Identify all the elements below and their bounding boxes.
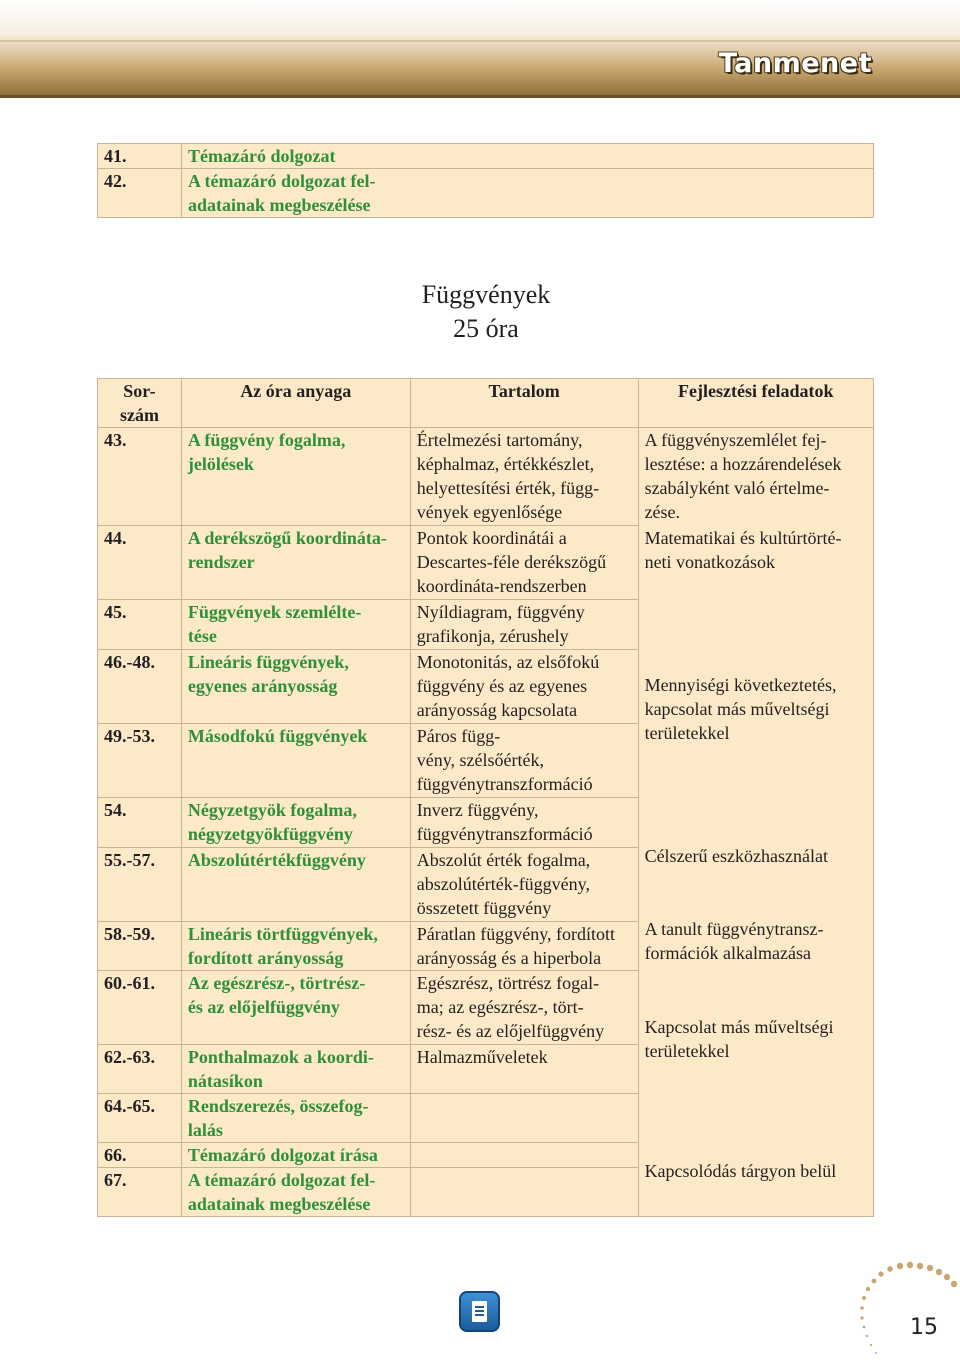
section-title: Függvények (421, 280, 551, 309)
lesson-topic: Abszolútértékfüggvény (181, 848, 410, 922)
lesson-content: Nyíldiagram, függvény grafikonja, zérushely (410, 600, 638, 650)
lesson-content: Értelmezési tartomány, képhalmaz, értékkészlet, helyettesítési érték, függ- vények egyenlősége (410, 428, 638, 526)
column-header-development: Fejlesztési feladatok (638, 379, 873, 428)
lesson-topic: Az egészrész-, törtrész- és az előjelfüggvény (181, 971, 410, 1045)
lesson-number: 45. (98, 600, 182, 650)
lesson-topic: A függvény fogalma, jelölések (181, 428, 410, 526)
lesson-topic: A derékszögű koordináta- rendszer (181, 526, 410, 600)
lesson-topic: Lineáris törtfüggvények, fordított arányosság (181, 922, 410, 971)
lesson-number: 55.-57. (98, 848, 182, 922)
syllabus-table (97, 378, 874, 1217)
lesson-content: Monotonitás, az elsőfokú függvény és az egyenes arányosság kapcsolata (410, 650, 638, 724)
lesson-content: Egészrész, törtrész fogal- ma; az egészrész-, tört- rész- és az előjelfüggvény (410, 971, 638, 1045)
development-goal: Kapcsolat más műveltségi területekkel (644, 1017, 834, 1061)
lesson-number: 58.-59. (98, 922, 182, 971)
development-goal: Célszerű eszközhasználat (644, 846, 828, 866)
header-band (0, 0, 960, 98)
lesson-topic: Lineáris függvények, egyenes arányosság (181, 650, 410, 724)
header-title: Tanmenet (718, 48, 872, 79)
document-icon (459, 1291, 500, 1332)
table-row (98, 428, 874, 526)
development-column (638, 428, 873, 1217)
table-row (98, 144, 874, 169)
lesson-content (410, 1094, 638, 1143)
column-header-number: Sor- szám (98, 379, 182, 428)
lesson-topic: A témazáró dolgozat fel- adatainak megbeszélése (181, 1168, 410, 1217)
development-goal: Kapcsolódás tárgyon belül (644, 1161, 837, 1181)
lesson-content (410, 1143, 638, 1168)
page-number: 15 (910, 1315, 938, 1340)
lesson-number: 44. (98, 526, 182, 600)
lesson-content: Halmazműveletek (410, 1045, 638, 1094)
section-hours: 25 óra (453, 314, 519, 343)
lesson-content: Inverz függvény, függvénytranszformáció (410, 798, 638, 848)
table-header-row (98, 379, 874, 428)
lesson-topic: Függvények szemlélte- tése (181, 600, 410, 650)
lesson-content (410, 1168, 638, 1217)
lesson-number: 42. (98, 169, 182, 218)
lesson-number: 41. (98, 144, 182, 169)
column-header-content: Tartalom (410, 379, 638, 428)
section-heading (380, 278, 592, 346)
decorative-dots (860, 1260, 960, 1360)
lesson-number: 67. (98, 1168, 182, 1217)
development-goal: A tanult függvénytransz- formációk alkalmazása (644, 919, 824, 963)
lesson-topic: Témazáró dolgozat (182, 144, 874, 169)
lesson-topic: Másodfokú függvények (181, 724, 410, 798)
table-row (98, 169, 874, 218)
lesson-number: 54. (98, 798, 182, 848)
lesson-number: 62.-63. (98, 1045, 182, 1094)
lesson-content: Páratlan függvény, fordított arányosság és a hiperbola (410, 922, 638, 971)
lesson-number: 60.-61. (98, 971, 182, 1045)
lesson-number: 43. (98, 428, 182, 526)
lesson-number: 46.-48. (98, 650, 182, 724)
lesson-number: 66. (98, 1143, 182, 1168)
development-goal: Mennyiségi következtetés, kapcsolat más műveltségi területekkel (644, 675, 837, 743)
lesson-topic: Ponthalmazok a koordi- nátasíkon (181, 1045, 410, 1094)
development-goal: A függvényszemlélet fej- lesztése: a hozzárendelések szabályként való értelme- zése. (644, 430, 842, 522)
development-goal: Matematikai és kultúrtörté- neti vonatkozások (644, 528, 842, 572)
lesson-topic: A témazáró dolgozat fel- adatainak megbeszélése (182, 169, 874, 218)
lesson-content: Páros függ- vény, szélsőérték, függvénytranszformáció (410, 724, 638, 798)
lesson-topic: Témazáró dolgozat írása (181, 1143, 410, 1168)
lesson-number: 64.-65. (98, 1094, 182, 1143)
lesson-topic: Rendszerezés, összefog- lalás (181, 1094, 410, 1143)
lesson-content: Abszolút érték fogalma, abszolútérték-függvény, összetett függvény (410, 848, 638, 922)
lesson-number: 49.-53. (98, 724, 182, 798)
column-header-topic: Az óra anyaga (181, 379, 410, 428)
previous-lessons-table (97, 143, 874, 218)
lesson-content: Pontok koordinátái a Descartes-féle derékszögű koordináta-rendszerben (410, 526, 638, 600)
lesson-topic: Négyzetgyök fogalma, négyzetgyökfüggvény (181, 798, 410, 848)
